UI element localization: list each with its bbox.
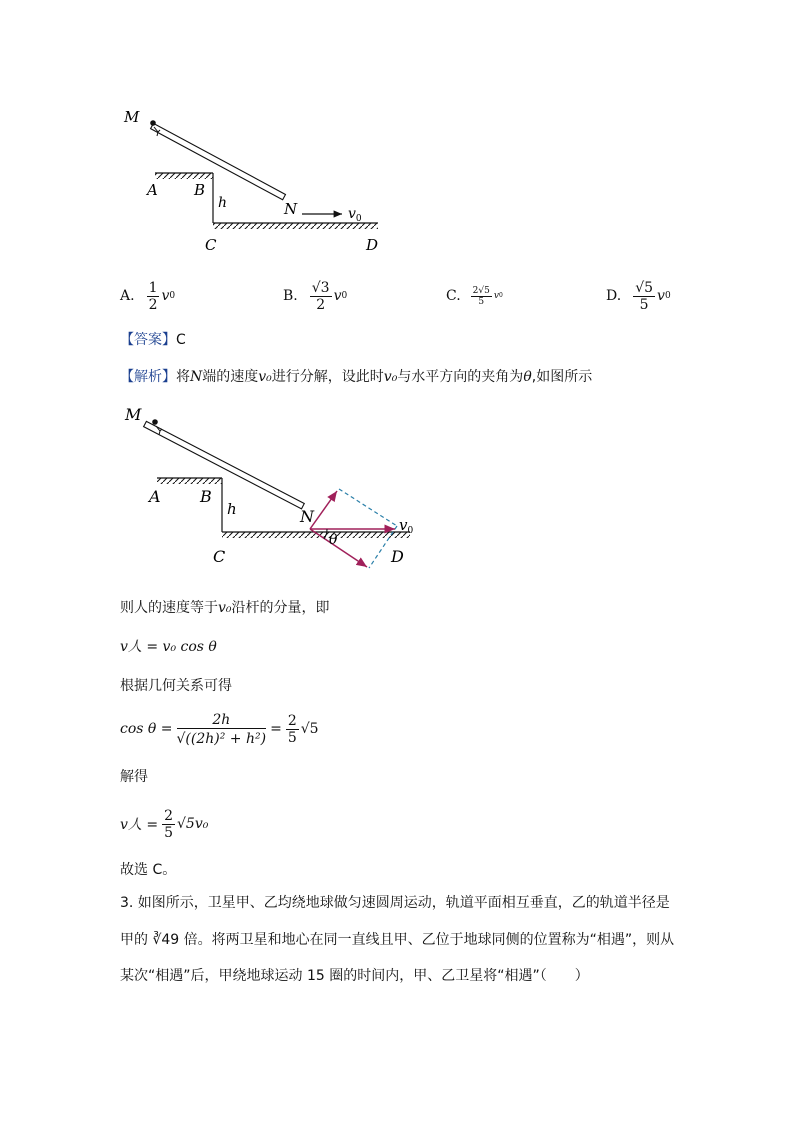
step-1-text-a: 则人的速度等于 (120, 600, 218, 616)
analysis-bracket: 【解析】 (120, 369, 176, 385)
eq3-num: 2 (164, 807, 174, 824)
eq2-right-root: √5 (300, 721, 319, 737)
equation-1: v人 = v₀ cos θ (120, 639, 217, 655)
label-N: N (284, 200, 298, 218)
option-a-fraction (147, 280, 160, 313)
option-b-v: v (333, 288, 342, 304)
option-a-sub: 0 (169, 291, 176, 301)
step-1-v0: v₀ (218, 600, 232, 616)
eq2-den: √((2h)² + h²) (176, 730, 267, 747)
option-d-num: √5 (635, 279, 654, 296)
eq3-right: √5v₀ (177, 816, 209, 832)
eq2-right-fraction (286, 713, 299, 746)
option-c-sub: 0 (498, 292, 503, 299)
equation-3 (120, 804, 208, 844)
label-A-2: A (149, 487, 161, 506)
option-b-num: √3 (311, 279, 330, 296)
option-a-letter: A. (120, 288, 135, 304)
analysis-text-b: 端的速度 (202, 369, 259, 385)
person-head (150, 120, 156, 126)
eq3-left: v人 = (120, 817, 159, 833)
answer-value: C (176, 332, 186, 348)
analysis-N: N (190, 369, 203, 385)
eq2-num: 2h (177, 712, 267, 729)
option-d-letter: D. (606, 288, 622, 304)
option-d-fraction (633, 280, 655, 313)
label-A: A (147, 181, 158, 199)
eq3-den: 5 (164, 824, 174, 841)
eq2-right-num: 2 (287, 712, 297, 729)
equation-2 (120, 704, 319, 754)
label-C: C (205, 236, 217, 254)
eq2-equals: = (270, 721, 282, 737)
option-c-letter: C. (446, 288, 461, 304)
analysis-text-a: 将 (176, 369, 190, 385)
step-2: 根据几何关系可得 (120, 678, 232, 694)
option-a-num: 1 (148, 279, 158, 296)
option-c-v: v (493, 291, 499, 301)
option-d[interactable] (606, 276, 671, 316)
upper-ground-hatch (155, 173, 213, 179)
lower-ground-hatch (213, 223, 378, 229)
option-c-fraction (471, 286, 492, 307)
eq2-fraction (177, 712, 267, 747)
analysis-v0b: v₀ (383, 369, 398, 385)
label-N-2: N (300, 507, 314, 526)
figure-2-diagram (115, 398, 425, 573)
analysis-v0: v₀ (258, 369, 272, 385)
label-h: h (218, 195, 228, 211)
label-B-2: B (200, 487, 212, 506)
question-3-line-1: 3. 如图所示，卫星甲、乙均绕地球做匀速圆周运动，轨道平面相互垂直，乙的轨道半径是 (120, 895, 670, 911)
option-d-v: v (657, 288, 665, 304)
step-1-text-b: 沿杆的分量，即 (231, 600, 330, 616)
label-D-2: D (391, 547, 404, 566)
eq3-fraction (162, 808, 175, 841)
analysis-text-c: 进行分解，设此时 (271, 369, 384, 385)
label-B: B (194, 181, 206, 199)
option-c[interactable] (446, 278, 503, 314)
option-b-sub: 0 (341, 291, 348, 301)
option-d-sub: 0 (664, 291, 671, 301)
label-theta: θ (329, 532, 338, 548)
answer-bracket: 【答案】 (120, 332, 176, 348)
dash-top (339, 489, 397, 526)
eq2-right-den: 5 (287, 729, 297, 746)
vector-perpendicular (310, 491, 337, 529)
label-C-2: C (213, 547, 226, 566)
upper-ground-hatch-2 (157, 478, 222, 484)
option-d-den: 5 (639, 296, 649, 313)
step-1 (120, 598, 330, 618)
option-a-v: v (161, 288, 170, 304)
analysis-text-e: ,如图所示 (531, 369, 593, 385)
eq2-left: cos θ = (120, 721, 173, 737)
question-3-line-2: 甲的 ∛49 倍。将两卫星和地心在同一直线且甲、乙位于地球同侧的位置称为“相遇”，则从 (120, 932, 675, 948)
option-a[interactable] (120, 276, 175, 316)
step-3: 解得 (120, 769, 148, 785)
option-b-letter: B. (283, 288, 298, 304)
option-b[interactable] (283, 276, 347, 316)
analysis-theta: θ (523, 369, 532, 385)
option-a-den: 2 (148, 296, 158, 313)
option-c-num: 2√5 (472, 285, 490, 296)
question-3-line-3: 某次“相遇”后，甲绕地球运动 15 圈的时间内，甲、乙卫星将“相遇”（ ） (120, 968, 589, 984)
label-v0: $v_0$ (348, 206, 362, 224)
option-c-den: 5 (478, 296, 485, 307)
rod-2 (144, 421, 305, 509)
analysis-text-d: 与水平方向的夹角为 (397, 369, 524, 385)
label-v0-2: $v_0$ (399, 516, 414, 536)
label-h-2: h (227, 500, 237, 518)
option-b-den: 2 (316, 296, 326, 313)
analysis-intro (120, 367, 592, 387)
label-M-2: M (125, 405, 142, 424)
figure-1-diagram (110, 100, 410, 260)
label-M: M (124, 108, 140, 126)
option-b-fraction (310, 280, 332, 313)
step-4: 故选 C。 (120, 862, 177, 878)
rod (151, 123, 286, 199)
person-head-2 (152, 419, 158, 425)
answer-line (120, 330, 186, 350)
label-D: D (366, 236, 379, 254)
